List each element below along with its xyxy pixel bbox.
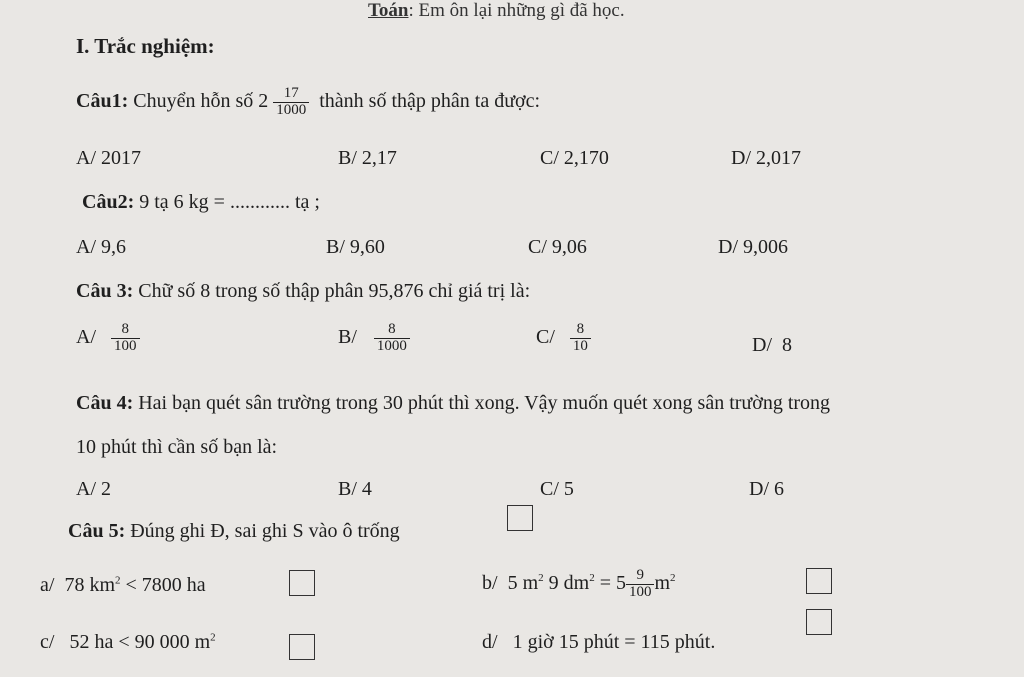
- q3-option-c: [536, 322, 591, 355]
- q5-b-text3: = 5: [594, 571, 626, 594]
- q5-answer-box-b[interactable]: [806, 568, 832, 594]
- q5-b-sup3: 2: [670, 572, 676, 585]
- q3-text: Chữ số 8 trong số thập phân 95,876 chỉ giá trị là:: [138, 280, 531, 302]
- q5-item-d: [482, 631, 715, 654]
- q2-option-d: D/ 9,006: [718, 236, 788, 258]
- q5-a-text2: < 7800 ha: [120, 574, 206, 596]
- q2-label: Câu2:: [82, 191, 135, 213]
- q3-label: Câu 3:: [76, 280, 134, 302]
- q3-d-prefix: D/: [752, 334, 772, 356]
- q5-a-text1: 78 km: [64, 574, 115, 596]
- q2-option-a: A/ 9,6: [76, 236, 126, 258]
- q3-a-den: 100: [114, 337, 137, 354]
- q3-a-num: 8: [111, 322, 140, 339]
- q5-c-sup: 2: [210, 631, 216, 644]
- q2-option-b: B/ 9,60: [326, 236, 385, 258]
- q1-frac-den: 1000: [276, 101, 307, 118]
- q5-text: Đúng ghi Đ, sai ghi S vào ô trống: [125, 520, 400, 542]
- q5-a-prefix: a/: [40, 574, 55, 596]
- q1-option-a: A/ 2017: [76, 147, 141, 169]
- question-5: [68, 520, 400, 543]
- q1-label: Câu1:: [76, 89, 129, 112]
- q5-c-text1: 52 ha < 90 000 m: [69, 631, 211, 653]
- q5-answer-box-c[interactable]: [289, 634, 315, 660]
- q5-b-fraction: [626, 568, 655, 601]
- q4-label: Câu 4:: [76, 392, 134, 414]
- q5-a-sup: 2: [115, 574, 121, 587]
- q2-option-c: C/ 9,06: [528, 236, 587, 258]
- question-1: [76, 86, 540, 119]
- q5-d-prefix: d/: [482, 631, 498, 653]
- q5-b-text1: 5 m: [507, 571, 539, 594]
- q1-text-before: Chuyển hỗn số 2: [133, 89, 269, 112]
- q5-d-text: 1 giờ 15 phút = 115 phút.: [512, 631, 716, 653]
- page-header: [368, 0, 625, 22]
- section-title: I. Trắc nghiệm:: [76, 34, 215, 58]
- q5-example-box: [507, 505, 533, 531]
- q3-c-fraction: [570, 322, 591, 355]
- q5-c-prefix: c/: [40, 631, 55, 653]
- q5-b-sup1: 2: [538, 572, 544, 585]
- q3-a-prefix: A/: [76, 325, 96, 348]
- question-2: [82, 191, 320, 214]
- q2-text: 9 tạ 6 kg = ............ tạ ;: [139, 191, 320, 213]
- q1-text-after: thành số thập phân ta được:: [319, 89, 541, 112]
- header-subject: Toán: [368, 0, 409, 21]
- q3-b-den: 1000: [376, 337, 407, 354]
- q1-option-b: B/ 2,17: [338, 147, 397, 169]
- q5-b-text2: 9 dm: [543, 571, 590, 594]
- q5-b-prefix: b/: [482, 571, 498, 594]
- q4-option-d: D/ 6: [749, 478, 784, 500]
- q1-fraction: [273, 86, 309, 119]
- q1-option-c: C/ 2,170: [540, 147, 609, 169]
- q5-item-a: [40, 574, 206, 597]
- q3-d-value: 8: [782, 334, 792, 356]
- q4-option-a: A/ 2: [76, 478, 111, 500]
- q3-c-den: 10: [572, 337, 588, 354]
- q3-c-prefix: C/: [536, 325, 555, 348]
- q4-option-c: C/ 5: [540, 478, 574, 500]
- q4-option-b: B/ 4: [338, 478, 372, 500]
- q1-frac-num: 17: [273, 86, 309, 103]
- q5-b-unit: m: [654, 571, 671, 594]
- q3-a-fraction: [111, 322, 140, 355]
- q5-item-b: [482, 568, 676, 601]
- q5-item-c: [40, 631, 216, 654]
- q3-b-num: 8: [374, 322, 410, 339]
- q5-b-num: 9: [626, 568, 655, 585]
- q3-b-fraction: [374, 322, 410, 355]
- q5-b-sup2: 2: [589, 572, 595, 585]
- q3-option-d: [752, 334, 792, 357]
- q4-line2: 10 phút thì cần số bạn là:: [76, 436, 278, 458]
- q3-c-num: 8: [570, 322, 591, 339]
- question-4: [76, 392, 830, 415]
- q1-option-d: D/ 2,017: [731, 147, 801, 169]
- header-tail: : Em ôn lại những gì đã học.: [408, 0, 625, 21]
- q5-answer-box-a[interactable]: [289, 570, 315, 596]
- question-3: [76, 280, 530, 303]
- q3-b-prefix: B/: [338, 325, 357, 348]
- q3-option-b: [338, 322, 410, 355]
- q5-answer-box-d[interactable]: [806, 609, 832, 635]
- q3-option-a: [76, 322, 140, 355]
- q4-line1: Hai bạn quét sân trường trong 30 phút thì xong. Vậy muốn quét xong sân trường trong: [138, 392, 831, 414]
- q5-label: Câu 5:: [68, 520, 126, 542]
- q5-b-den: 100: [628, 583, 652, 600]
